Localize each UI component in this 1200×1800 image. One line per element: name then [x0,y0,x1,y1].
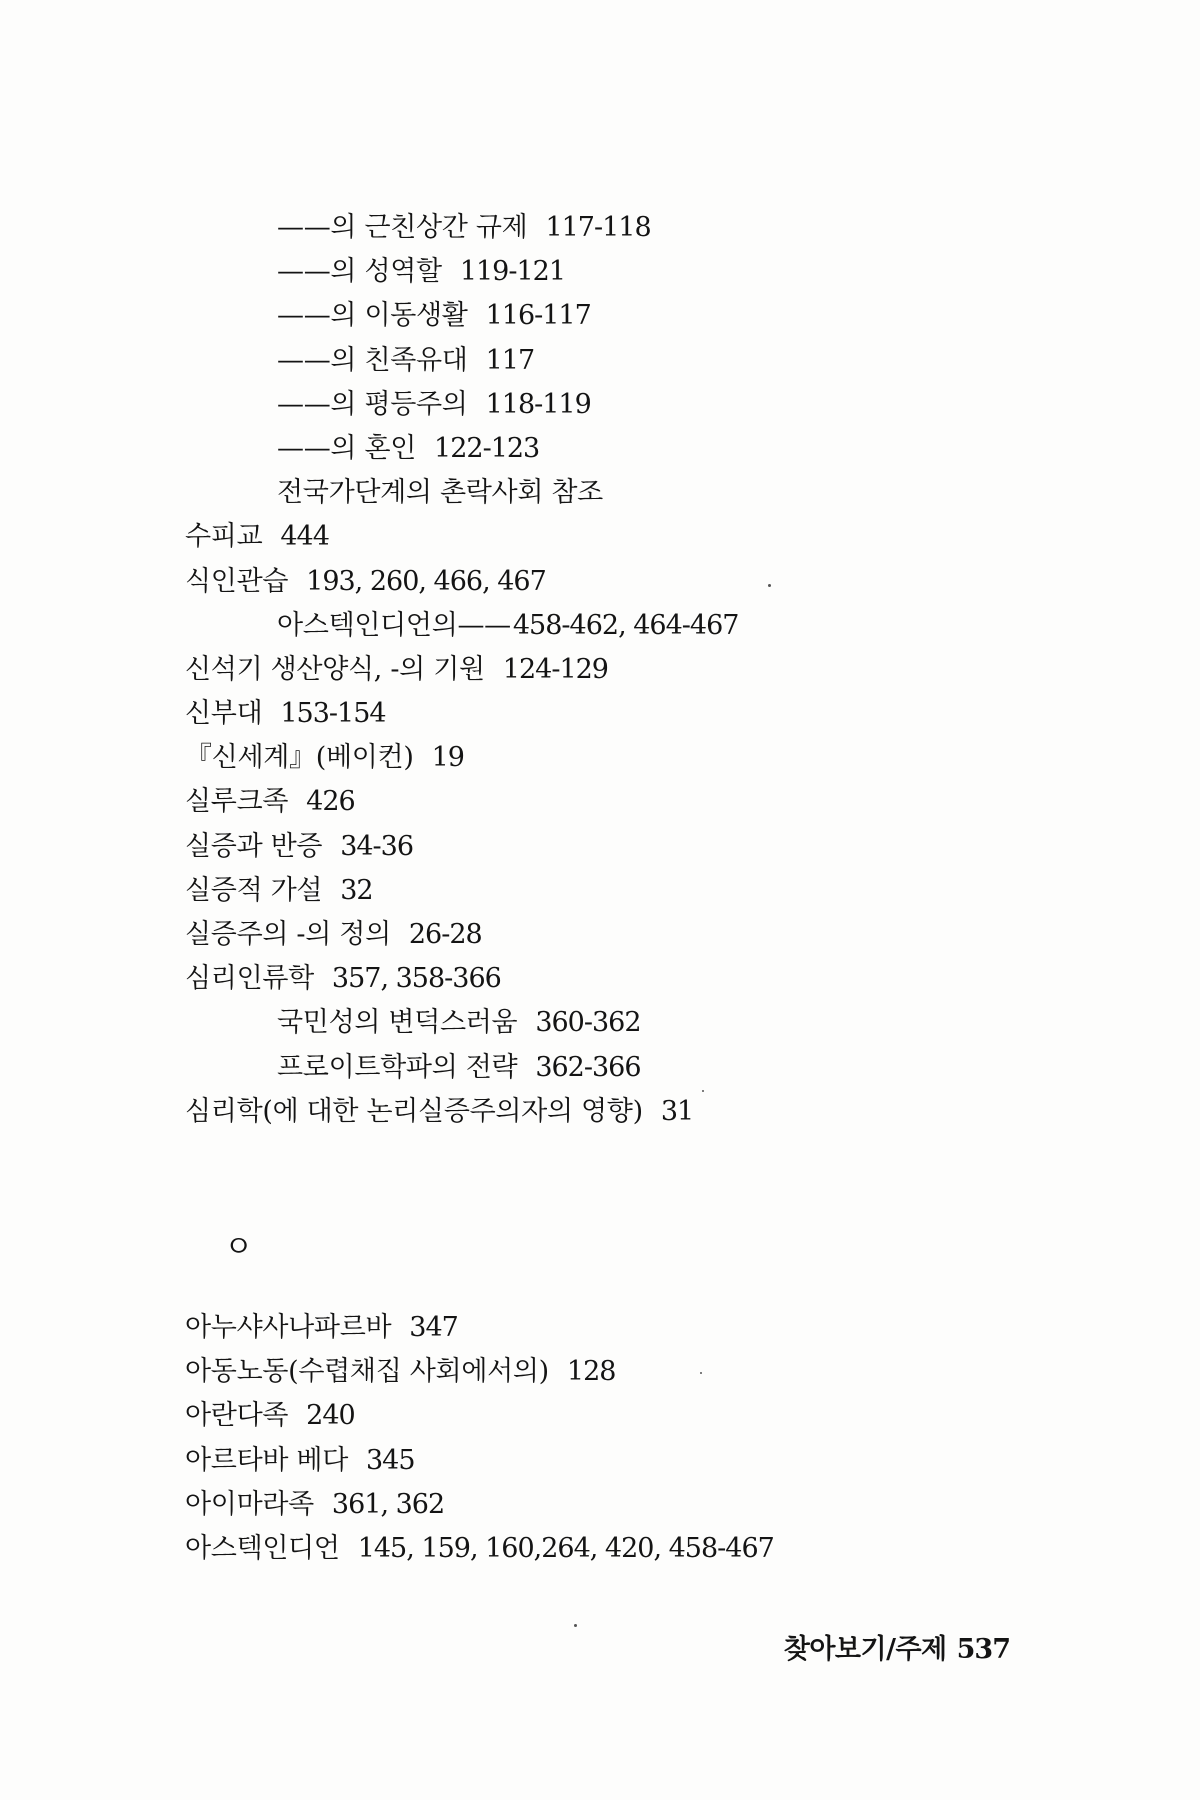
index-term: 아르타바 베다 [185,1444,348,1476]
index-term: 아누샤사나파르바 [185,1312,392,1343]
index-pages: 117 [485,344,535,376]
index-pages: 345 [365,1444,415,1476]
index-term: 신부대 [185,698,263,730]
index-entry [185,648,1065,692]
index-term: ——의 혼인 [277,432,417,464]
index-pages: 128 [566,1356,616,1388]
index-pages: 458-462, 464-467 [512,609,739,641]
index-term: 아스텍인디언 [185,1532,340,1564]
index-pages: 361, 362 [331,1488,445,1520]
index-entry [185,1306,1065,1350]
index-pages: 116-117 [485,300,591,332]
index-pages: 119-121 [459,256,566,288]
index-term: 프로이트학파의 전략 [277,1051,518,1083]
index-term: 식인관습 [185,565,289,597]
index-entry [185,250,1065,294]
index-entry [185,1090,1065,1134]
page-footer [784,1630,1010,1670]
index-list-section [185,1306,1065,1571]
index-term: ——의 평등주의 [277,388,468,420]
index-list-continued [185,206,1065,1134]
index-pages: 117-118 [545,212,651,243]
index-entry [185,427,1065,471]
index-pages: 19 [431,742,464,774]
index-entry [185,560,1065,604]
scan-speck [768,584,771,587]
index-pages: 122-123 [434,432,540,464]
index-pages: 32 [340,874,373,906]
index-term: 전국가단계의 촌락사회 참조 [277,477,603,509]
index-entry [185,339,1065,383]
section-heading-letter: ㅇ [224,1230,253,1265]
index-pages: 426 [306,786,355,818]
index-pages: 444 [280,521,329,553]
index-entry [185,515,1065,559]
running-head: 찾아보기/주제 [783,1634,947,1665]
index-entry [185,780,1065,824]
index-term: 실증적 가설 [185,874,323,906]
index-pages: 153-154 [280,698,386,730]
index-entry [185,913,1065,957]
index-pages: 360-362 [535,1007,641,1039]
index-term: ——의 이동생활 [277,300,468,332]
index-pages: 118-119 [485,388,591,420]
index-entry [185,471,1065,515]
index-entry [185,1001,1065,1045]
index-term: ——의 성역할 [277,256,442,288]
index-term: 아동노동(수렵채집 사회에서의) [185,1356,549,1388]
index-pages: 357, 358-366 [331,963,501,995]
index-entry [185,957,1065,1001]
index-pages: 240 [306,1400,355,1432]
index-pages: 124-129 [502,653,608,685]
index-pages: 347 [409,1312,458,1343]
index-term: 『신세계』(베이컨) [185,742,414,774]
index-entry [185,1046,1065,1090]
index-term: 아란다족 [185,1400,289,1432]
index-entry [185,1394,1065,1438]
index-pages: 26-28 [408,919,482,950]
index-pages: 34-36 [340,830,414,862]
index-pages: 193, 260, 466, 467 [306,565,546,597]
index-entry [185,1350,1065,1394]
index-term: 심리학(에 대한 논리실증주의자의 영향) [185,1095,643,1127]
index-term: 아이마라족 [185,1488,314,1520]
scan-speck [700,1372,702,1374]
index-entry [185,736,1065,780]
index-entry [185,1483,1065,1527]
index-entry [185,825,1065,869]
index-term: ——의 친족유대 [277,344,468,376]
scan-speck [574,1624,577,1627]
index-term: 아스텍인디언의—— [277,609,511,641]
page-number: 537 [956,1634,1010,1665]
index-entry [185,869,1065,913]
index-term: 국민성의 변덕스러움 [277,1007,518,1039]
index-term: 수피교 [185,521,263,553]
index-term: 실루크족 [185,786,289,818]
scan-speck [702,1090,704,1092]
index-entry [185,206,1065,250]
index-term: 신석기 생산양식, -의 기원 [185,653,485,685]
index-term: 심리인류학 [185,963,314,995]
index-entry [185,383,1065,427]
index-entry [185,1439,1065,1483]
index-entry [185,1527,1065,1571]
index-pages: 31 [660,1095,694,1127]
index-entry [185,692,1065,736]
index-entry [185,294,1065,338]
index-pages: 362-366 [535,1051,641,1083]
index-entry [185,604,1065,648]
index-pages: 145, 159, 160,264, 420, 458-467 [357,1532,774,1564]
index-term: ——의 근친상간 규제 [277,212,528,243]
index-term: 실증주의 -의 정의 [185,919,391,950]
index-term: 실증과 반증 [185,830,323,862]
